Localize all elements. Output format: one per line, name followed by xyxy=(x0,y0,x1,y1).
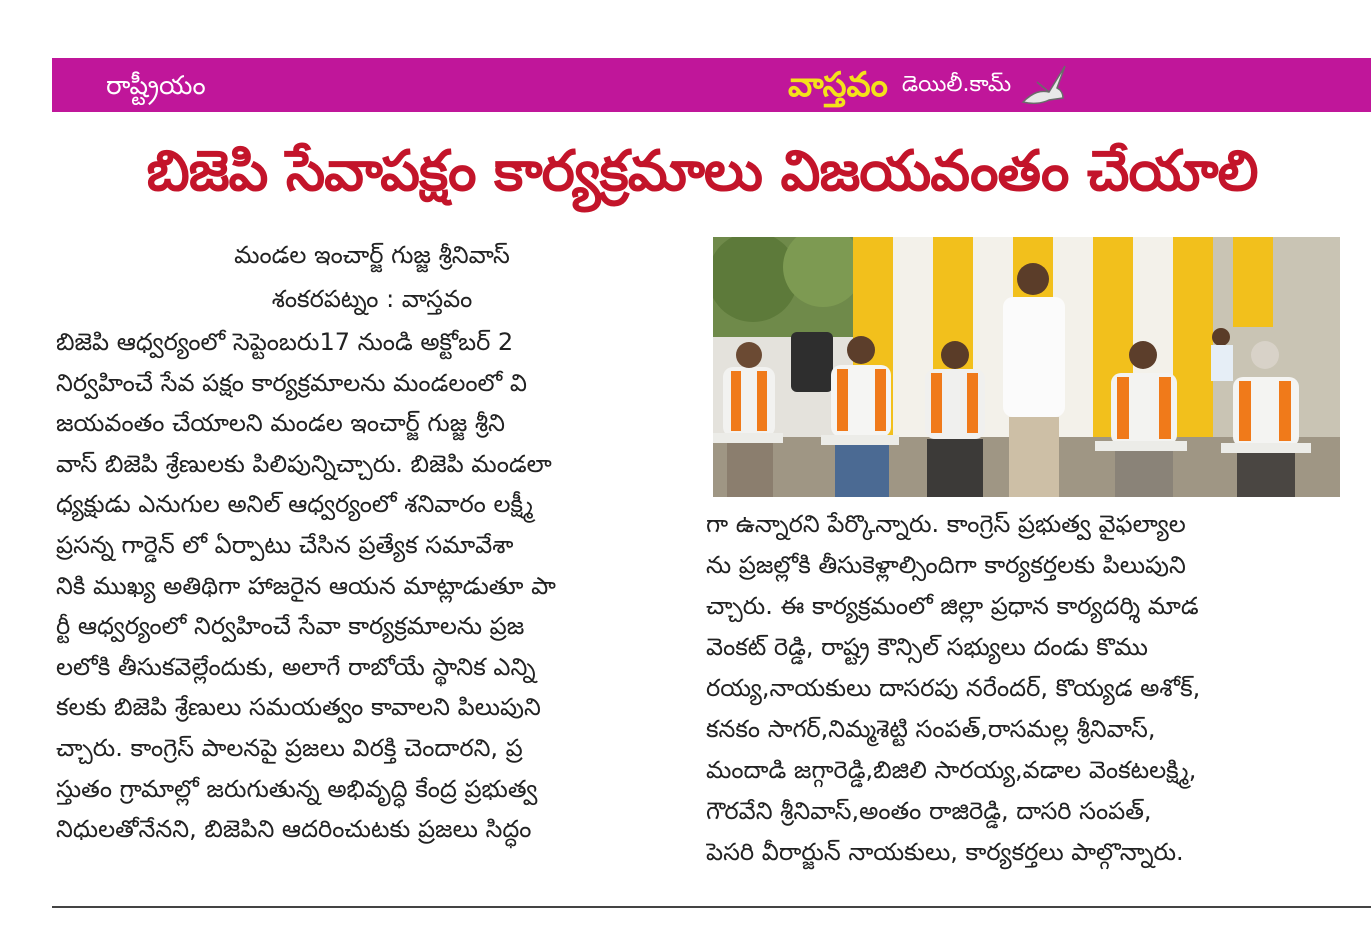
bottom-divider xyxy=(52,906,1371,908)
body-line: చ్చారు. ఈ కార్యక్రమంలో జిల్లా ప్రధాన కార్యదర్శి మాడ xyxy=(706,592,1199,620)
body-line: కనకం సాగర్,నిమ్మశెట్టి సంపత్,రాసమల్ల శ్రీనివాస్, xyxy=(706,715,1156,743)
byline-author: మండల ఇంచార్జ్ గుజ్జ శ్రీనివాస్ xyxy=(234,241,510,269)
body-line: కలకు బిజెపి శ్రేణులు సమయత్వం కావాలని పిలుపుని xyxy=(56,693,541,722)
brand-name: వాస్తవం xyxy=(788,65,888,105)
body-line: స్తుతం గ్రామాల్లో జరుగుతున్న అభివృద్ధి కేంద్ర ప్రభుత్వ xyxy=(56,774,538,803)
article-column-right xyxy=(706,504,1328,873)
section-label: రాష్ట్రీయం xyxy=(106,71,206,101)
article-column-left xyxy=(56,322,676,850)
meeting-photo xyxy=(713,237,1340,497)
body-line: నిర్వహించే సేవ పక్షం కార్యక్రమాలను మండలంలో వి xyxy=(56,368,527,397)
meeting-photo-illustration xyxy=(713,237,1340,497)
body-line: గౌరవేని శ్రీనివాస్,అంతం రాజిరెడ్డి, దాసరి సంపత్, xyxy=(706,797,1152,825)
body-line: ధ్యక్షుడు ఎనుగుల అనిల్ ఆధ్వర్యంలో శనివారం లక్ష్మీ xyxy=(56,490,534,519)
body-line: ప్రసన్న గార్డెన్ లో ఏర్పాటు చేసిన ప్రత్యేక సమావేశా xyxy=(56,530,514,559)
body-line: మందాడి జగ్గారెడ్డి,బిజిలి సారయ్య,వడాల వెంకటలక్ష్మి, xyxy=(706,756,1197,784)
byline-dateline: శంకరపట్నం : వాస్తవం xyxy=(271,285,473,313)
body-line: వెంకట్ రెడ్డి, రాష్ట్ర కౌన్సిల్ సభ్యులు దండు కొము xyxy=(706,633,1148,661)
body-line: రయ్య,నాయకులు దాసరపు నరేందర్, కొయ్యడ అశోక్, xyxy=(706,674,1201,702)
body-line: జయవంతం చేయాలని మండల ఇంచార్జ్ గుజ్జ శ్రీని xyxy=(56,409,505,438)
body-line: లలోకి తీసుకవెల్లేందుకు, అలాగే రాబోయే స్థానిక ఎన్ని xyxy=(56,652,536,681)
body-line: పెసరి వీరార్జున్ నాయకులు, కార్యకర్తలు పాల్గొన్నారు. xyxy=(706,838,1184,866)
body-line: వాస్ బిజెపి శ్రేణులకు పిలిపున్నిచ్చారు. బిజెపి మండలా xyxy=(56,449,552,478)
headline: బిజెపి సేవాపక్షం కార్యక్రమాలు విజయవంతం చేయాలి xyxy=(146,139,1258,204)
body-line: ను ప్రజల్లోకి తీసుకెళ్లాల్సిందిగా కార్యకర్తలకు పిలుపుని xyxy=(706,551,1186,579)
bird-logo-icon xyxy=(1019,62,1071,108)
brand-domain: డెయిలీ.కామ్ xyxy=(901,72,1012,97)
section-header-band xyxy=(52,58,1371,112)
brand-masthead xyxy=(788,60,1071,110)
body-line: నిధులతోనేనని, బిజెపిని ఆదరించుటకు ప్రజలు సిద్ధం xyxy=(56,815,532,844)
body-line: బిజెపి ఆధ్వర్యంలో సెప్టెంబరు17 నుండి అక్టోబర్ 2 xyxy=(56,328,514,356)
body-line: నికి ముఖ్య అతిథిగా హాజరైన ఆయన మాట్లాడుతూ పా xyxy=(56,571,556,600)
body-line: ర్టీ ఆధ్వర్యంలో నిర్వహించే సేవా కార్యక్రమాలను ప్రజ xyxy=(56,612,525,641)
body-line: గా ఉన్నారని పేర్కొన్నారు. కాంగ్రెస్ ప్రభుత్వ వైఫల్యాల xyxy=(706,510,1186,538)
body-line: చ్చారు. కాంగ్రెస్ పాలనపై ప్రజలు విరక్తి చెందారని, ప్ర xyxy=(56,733,523,762)
